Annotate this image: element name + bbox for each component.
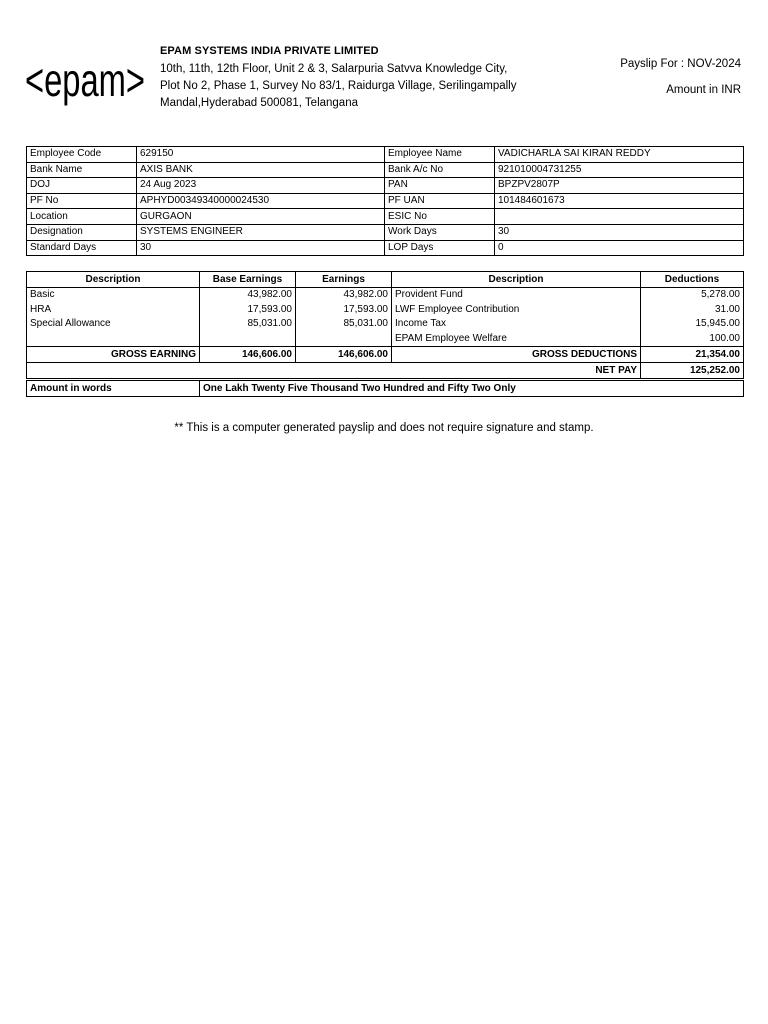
- pay-table-header: [27, 272, 744, 288]
- net-pay-value: 125,252.00: [641, 363, 744, 379]
- amount-in-words-value: One Lakh Twenty Five Thousand Two Hundred and Fifty Two Only: [200, 381, 744, 397]
- amount-in-words-table: [26, 380, 744, 397]
- info-row: [27, 147, 744, 163]
- info-row: [27, 193, 744, 209]
- info-label: DOJ: [27, 178, 137, 194]
- pay-row: [27, 303, 744, 318]
- deduction-amount: 31.00: [641, 303, 744, 318]
- info-value: AXIS BANK: [137, 162, 385, 178]
- earning-description: Special Allowance: [27, 317, 200, 332]
- info-row: [27, 162, 744, 178]
- info-value: 629150: [137, 147, 385, 163]
- pay-row: [27, 332, 744, 347]
- info-label: Standard Days: [27, 240, 137, 256]
- info-label: Bank A/c No: [385, 162, 495, 178]
- company-block: [160, 45, 560, 112]
- info-value: 101484601673: [495, 193, 744, 209]
- info-value: 24 Aug 2023: [137, 178, 385, 194]
- gross-row: [27, 347, 744, 363]
- net-pay-row: [27, 363, 744, 379]
- info-row: [27, 224, 744, 240]
- info-label: Designation: [27, 224, 137, 240]
- info-value: [495, 209, 744, 225]
- currency-note: Amount in INR: [666, 84, 741, 96]
- info-value: 0: [495, 240, 744, 256]
- deduction-description: Income Tax: [392, 317, 641, 332]
- amount-in-words-row: [27, 381, 744, 397]
- gross-base-earning-total: 146,606.00: [200, 347, 296, 363]
- info-value: 921010004731255: [495, 162, 744, 178]
- pay-row: [27, 317, 744, 332]
- info-value: SYSTEMS ENGINEER: [137, 224, 385, 240]
- payslip-period: Payslip For : NOV-2024: [620, 58, 741, 70]
- deduction-description: Provident Fund: [392, 288, 641, 303]
- deduction-description: LWF Employee Contribution: [392, 303, 641, 318]
- earning-amount: 43,982.00: [296, 288, 392, 303]
- info-label: Employee Name: [385, 147, 495, 163]
- deduction-amount: 15,945.00: [641, 317, 744, 332]
- info-value: APHYD00349340000024530: [137, 193, 385, 209]
- header-earnings: Earnings: [296, 272, 392, 288]
- company-address-line-1: 10th, 11th, 12th Floor, Unit 2 & 3, Salarpuria Satvva Knowledge City,: [160, 63, 508, 75]
- info-value: 30: [137, 240, 385, 256]
- info-label: PF No: [27, 193, 137, 209]
- info-label: Employee Code: [27, 147, 137, 163]
- info-row: [27, 240, 744, 256]
- earning-amount: 17,593.00: [296, 303, 392, 318]
- earning-amount: 85,031.00: [296, 317, 392, 332]
- header-base-earnings: Base Earnings: [200, 272, 296, 288]
- info-label: PAN: [385, 178, 495, 194]
- base-earning-amount: 43,982.00: [200, 288, 296, 303]
- info-label: Location: [27, 209, 137, 225]
- gross-earning-label: GROSS EARNING: [27, 347, 200, 363]
- info-label: Bank Name: [27, 162, 137, 178]
- earnings-deductions-table: [26, 271, 744, 379]
- info-label: ESIC No: [385, 209, 495, 225]
- epam-logo-text: <epam>: [25, 54, 145, 106]
- earning-amount: [296, 332, 392, 347]
- gross-deductions-label: GROSS DEDUCTIONS: [392, 347, 641, 363]
- base-earning-amount: 85,031.00: [200, 317, 296, 332]
- company-address-line-2: Plot No 2, Phase 1, Survey No 83/1, Raidurga Village, Serilingampally: [160, 80, 517, 92]
- amount-in-words-label: Amount in words: [27, 381, 200, 397]
- deduction-amount: 5,278.00: [641, 288, 744, 303]
- earning-description: [27, 332, 200, 347]
- deduction-description: EPAM Employee Welfare: [392, 332, 641, 347]
- info-value: GURGAON: [137, 209, 385, 225]
- gross-deductions-total: 21,354.00: [641, 347, 744, 363]
- company-address-line-3: Mandal,Hyderabad 500081, Telangana: [160, 97, 358, 109]
- info-row: [27, 178, 744, 194]
- deduction-amount: 100.00: [641, 332, 744, 347]
- earning-description: HRA: [27, 303, 200, 318]
- gross-earning-total: 146,606.00: [296, 347, 392, 363]
- company-name: EPAM SYSTEMS INDIA PRIVATE LIMITED: [160, 45, 379, 57]
- earning-description: Basic: [27, 288, 200, 303]
- header-deductions: Deductions: [641, 272, 744, 288]
- info-label: PF UAN: [385, 193, 495, 209]
- base-earning-amount: [200, 332, 296, 347]
- base-earning-amount: 17,593.00: [200, 303, 296, 318]
- info-value: BPZPV2807P: [495, 178, 744, 194]
- info-label: Work Days: [385, 224, 495, 240]
- pay-row: [27, 288, 744, 303]
- net-pay-label: NET PAY: [27, 363, 641, 379]
- employee-info-table: [26, 146, 744, 256]
- epam-logo: [25, 54, 147, 110]
- footer-note: ** This is a computer generated payslip and does not require signature and stamp.: [174, 422, 594, 434]
- info-value: VADICHARLA SAI KIRAN REDDY: [495, 147, 744, 163]
- info-label: LOP Days: [385, 240, 495, 256]
- header-deductions-description: Description: [392, 272, 641, 288]
- info-value: 30: [495, 224, 744, 240]
- info-row: [27, 209, 744, 225]
- header-earnings-description: Description: [27, 272, 200, 288]
